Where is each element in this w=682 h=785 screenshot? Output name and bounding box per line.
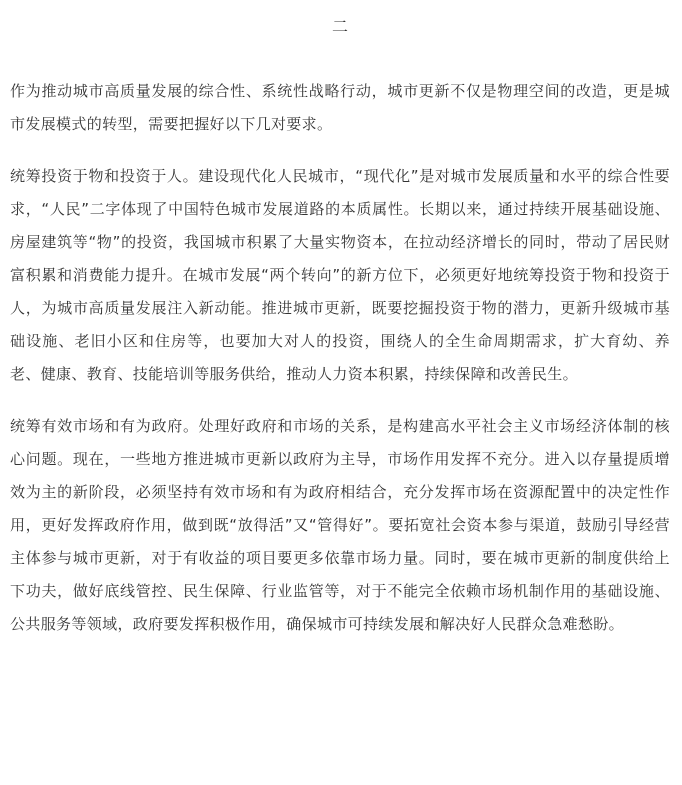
paragraph-market-government: 统筹有效市场和有为政府。处理好政府和市场的关系，是构建高水平社会主义市场经济体制的核心问题。现在，一些地方推进城市更新以政府为主导，市场作用发挥不充分。进入以存量提质增效为主的新阶段，必须坚持有效市场和有为政府相结合，充分发挥市场在资源配置中的决定性作用，更好发挥政府作用，做到既“放得活”又“管得好”。要拓宽社会资本参与渠道，鼓励引导经营主体参与城市更新，对于有收益的项目要更多依靠市场力量。同时，要在城市更新的制度供给上下功夫，做好底线管控、民生保障、行业监管等，对于不能完全依赖市场机制作用的基础设施、公共服务等领域，政府要发挥积极作用，确保城市可持续发展和解决好人民群众急难愁盼。 (10, 417, 670, 633)
paragraph-intro: 作为推动城市高质量发展的综合性、系统性战略行动，城市更新不仅是物理空间的改造，更是城市发展模式的转型，需要把握好以下几对要求。 (10, 82, 670, 133)
article-body (10, 0, 670, 641)
section-number: 二 (331, 17, 348, 36)
paragraph-investment: 统筹投资于物和投资于人。建设现代化人民城市，“现代化”是对城市发展质量和水平的综合性要求，“人民”二字体现了中国特色城市发展道路的本质属性。长期以来，通过持续开展基础设施、房屋建筑等“物”的投资，我国城市积累了大量实物资本，在拉动经济增长的同时，带动了居民财富积累和消费能力提升。在城市发展“两个转向”的新方位下，必须更好地统筹投资于物和投资于人，为城市高质量发展注入新动能。推进城市更新，既要挖掘投资于物的潜力，更新升级城市基础设施、老旧小区和住房等，也要加大对人的投资，围绕人的全生命周期需求，扩大育幼、养老、健康、教育、技能培训等服务供给，推动人力资本积累，持续保障和改善民生。 (10, 167, 670, 383)
